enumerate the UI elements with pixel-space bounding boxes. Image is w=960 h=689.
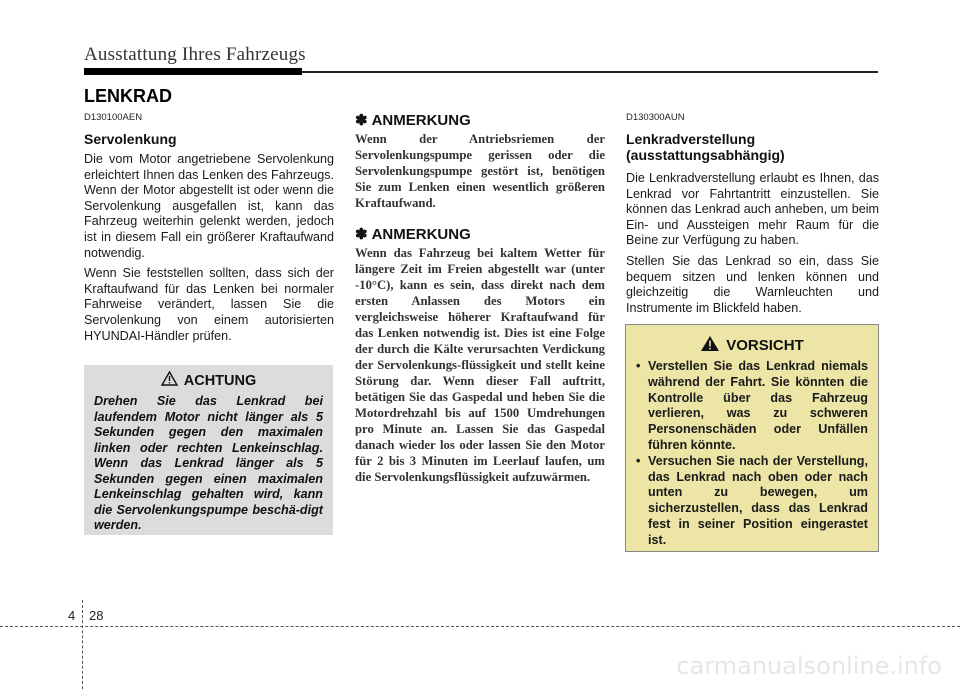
list-item-text: Versuchen Sie nach der Verstellung, das Lenkrad nach oben oder nach unten zu bewegen, um sicherzustellen, dass das Lenkrad fest in seiner Position eingerastet ist. (648, 453, 868, 547)
footer-vertical-line (82, 600, 83, 689)
note-text: Wenn das Fahrzeug bei kaltem Wetter für längere Zeit im Freien abgestellt war (unter -10°C), kann es sein, dass direkt nach dem ersten Anlassen des Motors ein vergleichsweise höherer Kraftaufwand für das Lenken notwendig ist. Dies ist eine Folge der durch die Kälte verursachten Verdickung der Servolenkungs-flüssigkeit und stellt keine Störung dar. Wenn dieser Fall auftritt, betätigen Sie das Gaspedal und heben Sie die Motordrehzahl bis auf 1500 Umdrehungen pro Minute an. Lassen Sie das Gaspedal danach wieder los oder lassen Sie den Motor für 2 bis 3 Minuten im Leerlauf laufen, um die Servolenkungsflüssigkeit aufzuwärmen. (355, 246, 605, 484)
column-lenkradverstellung (626, 112, 879, 316)
column-servolenkung (84, 112, 334, 344)
footer-dashed-line (0, 626, 960, 627)
watermark: carmanualsonline.info (676, 652, 942, 680)
subheading-servolenkung: Servolenkung (84, 131, 177, 147)
note-header (355, 111, 605, 129)
body-text (84, 152, 334, 344)
section-code: D130300AUN (626, 112, 685, 123)
bullet-icon: • (636, 453, 641, 468)
page-header-title: Ausstattung Ihres Fahrzeugs (84, 44, 306, 65)
list-item-text: Verstellen Sie das Lenkrad niemals während der Fahrt. Sie könnten die Kontrolle über das Fahrzeug verlieren, was zu schweren Personenschäden oder Unfällen führen könnte. (648, 359, 868, 452)
vorsicht-box (625, 324, 879, 552)
asterisk-icon: ✽ (355, 112, 368, 129)
list-item (636, 359, 868, 454)
note-anmerkung-2 (355, 225, 605, 485)
warning-triangle-icon (161, 371, 178, 390)
paragraph: Die Lenkradverstellung erlaubt es Ihnen, das Lenkrad vor Fahrtantritt einzustellen. Sie können das Lenkrad auch anheben, um beim Ein- und Aussteigen mehr Raum für die Beine zur Verfügung zu haben. (626, 171, 879, 248)
note-title: ANMERKUNG (371, 225, 471, 243)
chapter-number: 4 (68, 608, 76, 623)
note-anmerkung-1 (355, 111, 605, 211)
vorsicht-list (636, 359, 868, 549)
page-number: 28 (89, 608, 104, 623)
vorsicht-header (636, 335, 868, 356)
achtung-title: ACHTUNG (183, 372, 257, 389)
section-code: D130100AEN (84, 112, 143, 123)
note-title: ANMERKUNG (371, 111, 471, 129)
column-anmerkungen (355, 111, 605, 485)
note-text: Wenn der Antriebsriemen der Servolenkungspumpe gerissen oder die Servolenkungspumpe gestört ist, benötigen Sie zum Lenken einen wesentlich größeren Kraftaufwand. (355, 132, 605, 210)
asterisk-icon: ✽ (355, 226, 368, 243)
list-item (636, 454, 868, 549)
header-rule-bar (84, 68, 302, 75)
paragraph: Wenn Sie feststellen sollten, dass sich der Kraftaufwand für das Lenken bei normaler Fahrweise verändert, lassen Sie die Servolenkung von einem autorisierten HYUNDAI-Händler prüfen. (84, 266, 334, 343)
bullet-icon: • (636, 359, 641, 373)
achtung-box (84, 365, 333, 535)
achtung-header (94, 371, 323, 390)
vorsicht-title: VORSICHT (726, 337, 804, 354)
paragraph: Stellen Sie das Lenkrad so ein, dass Sie bequem sitzen und lenken können und gleichzeitig die Warnleuchten und Instrumente im Blickfeld haben. (626, 253, 879, 315)
body-text (626, 171, 879, 316)
subheading-lenkradverstellung: Lenkradverstellung (ausstattungsabhängig) (626, 131, 785, 163)
section-title: LENKRAD (84, 86, 172, 106)
achtung-text: Drehen Sie das Lenkrad bei laufendem Motor nicht länger als 5 Sekunden gegen den maximalen linken oder rechten Lenkeinschlag. Wenn das Lenkrad länger als 5 Sekunden gegen einen maximalen Lenkeinschlag gehalten wird, kann die Servolenkungspumpe beschä-digt werden. (94, 394, 323, 532)
warning-triangle-filled-icon (700, 335, 720, 356)
note-header (355, 225, 605, 243)
paragraph: Die vom Motor angetriebene Servolenkung erleichtert Ihnen das Lenken des Fahrzeugs. Wenn der Motor abgestellt ist oder wenn die Servolenkung ausgefallen ist, kann das Fahrzeug weiterhin gelenkt werden, jedoch ist in diesem Fall ein größerer Kraftaufwand notwendig. (84, 152, 334, 260)
